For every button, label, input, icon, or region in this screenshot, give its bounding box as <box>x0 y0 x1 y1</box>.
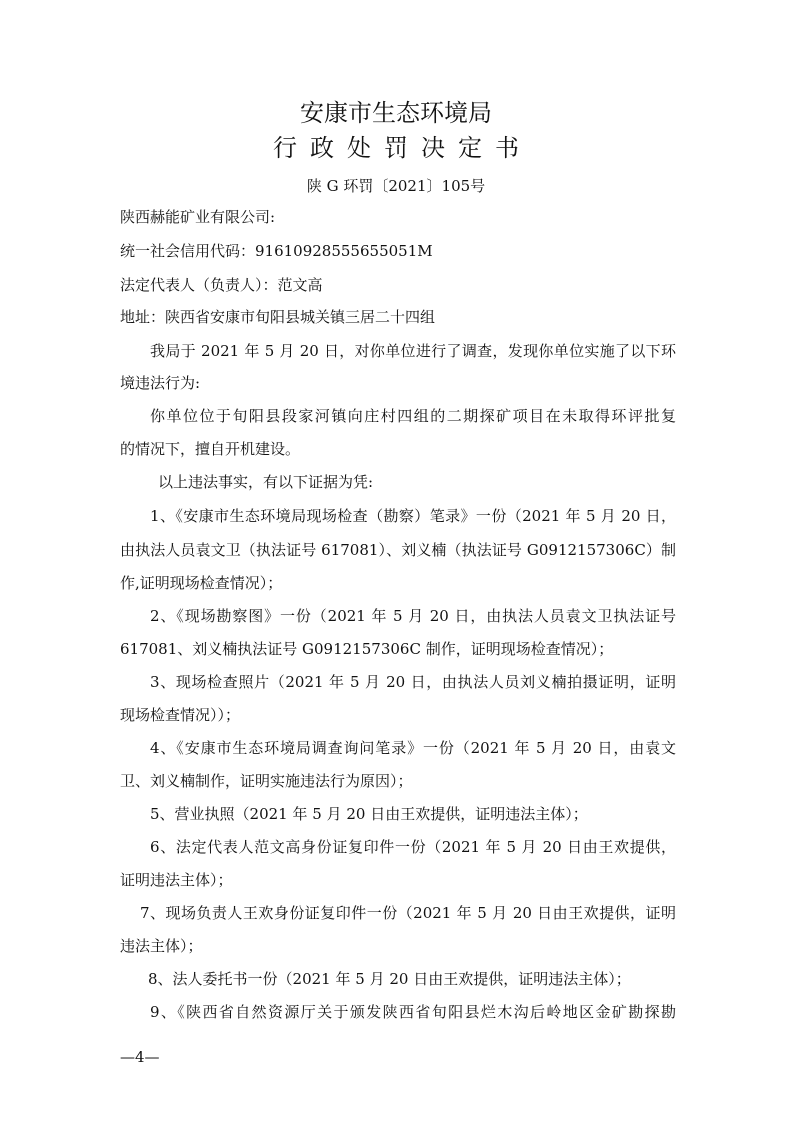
evidence-intro: 以上违法事实，有以下证据为凭: <box>158 473 374 491</box>
intro-line-2: 境违法行为: <box>120 374 201 392</box>
evidence-4-line-2: 卫、刘义楠制作，证明实施违法行为原因）； <box>120 772 413 790</box>
evidence-7-line-2: 违法主体）； <box>120 937 203 955</box>
evidence-8-line-1: 8、法人委托书一份（2021 年 5 月 20 日由王欢提供，证明违法主体）； <box>148 970 631 988</box>
agency-title: 安康市生态环境局 <box>300 99 492 127</box>
violation-line-1: 你单位位于旬阳县段家河镇向庄村四组的二期探矿项目在未取得环评批复 <box>150 407 676 425</box>
document-number: 陕 G 环罚〔2021〕105号 <box>306 177 486 195</box>
evidence-3-line-1: 3、现场检查照片（2021 年 5 月 20 日，由执法人员刘义楠拍摄证明，证明 <box>150 673 676 691</box>
evidence-7-line-1: 7、现场负责人王欢身份证复印件一份（2021 年 5 月 20 日由王欢提供，证明 <box>140 904 676 922</box>
evidence-1-line-3: 作,证明现场检查情况）； <box>120 574 283 592</box>
evidence-2-line-2: 617081、刘义楠执法证号 G0912157306C 制作，证明现场检查情况）； <box>120 640 614 658</box>
violation-line-2: 的情况下，擅自开机建设。 <box>120 440 301 458</box>
evidence-6-line-2: 证明违法主体）； <box>120 871 233 889</box>
evidence-6-line-1: 6、法定代表人范文高身份证复印件一份（2021 年 5 月 20 日由王欢提供， <box>150 838 676 856</box>
evidence-3-line-2: 现场检查情况））； <box>120 706 241 724</box>
evidence-1-line-2: 由执法人员袁文卫（执法证号 617081）、刘义楠（执法证号 G0912157306C）制 <box>120 541 676 559</box>
evidence-5-line-1: 5、营业执照（2021 年 5 月 20 日由王欢提供，证明违法主体）； <box>150 805 588 823</box>
intro-line-1: 我局于 2021 年 5 月 20 日，对你单位进行了调查，发现你单位实施了以下环 <box>150 342 676 360</box>
credit-code: 统一社会信用代码：91610928555655051M <box>120 242 433 260</box>
evidence-9-line-1: 9、《陕西省自然资源厅关于颁发陕西省旬阳县烂木沟后岭地区金矿勘探勘 <box>150 1003 676 1021</box>
evidence-4-line-1: 4、《安康市生态环境局调查询问笔录》一份（2021 年 5 月 20 日，由袁文 <box>150 739 676 757</box>
evidence-1-line-1: 1、《安康市生态环境局现场检查（勘察）笔录》一份（2021 年 5 月 20 日， <box>150 507 676 525</box>
party-name: 陕西赫能矿业有限公司: <box>120 208 276 226</box>
legal-representative: 法定代表人（负责人）：范文高 <box>120 276 323 294</box>
evidence-2-line-1: 2、《现场勘察图》一份（2021 年 5 月 20 日，由执法人员袁文卫执法证号 <box>150 607 676 625</box>
document-type-title: 行政处罚决定书 <box>273 134 532 162</box>
page-number: —4— <box>120 1048 160 1066</box>
party-address: 地址：陕西省安康市旬阳县城关镇三居二十四组 <box>120 308 436 326</box>
